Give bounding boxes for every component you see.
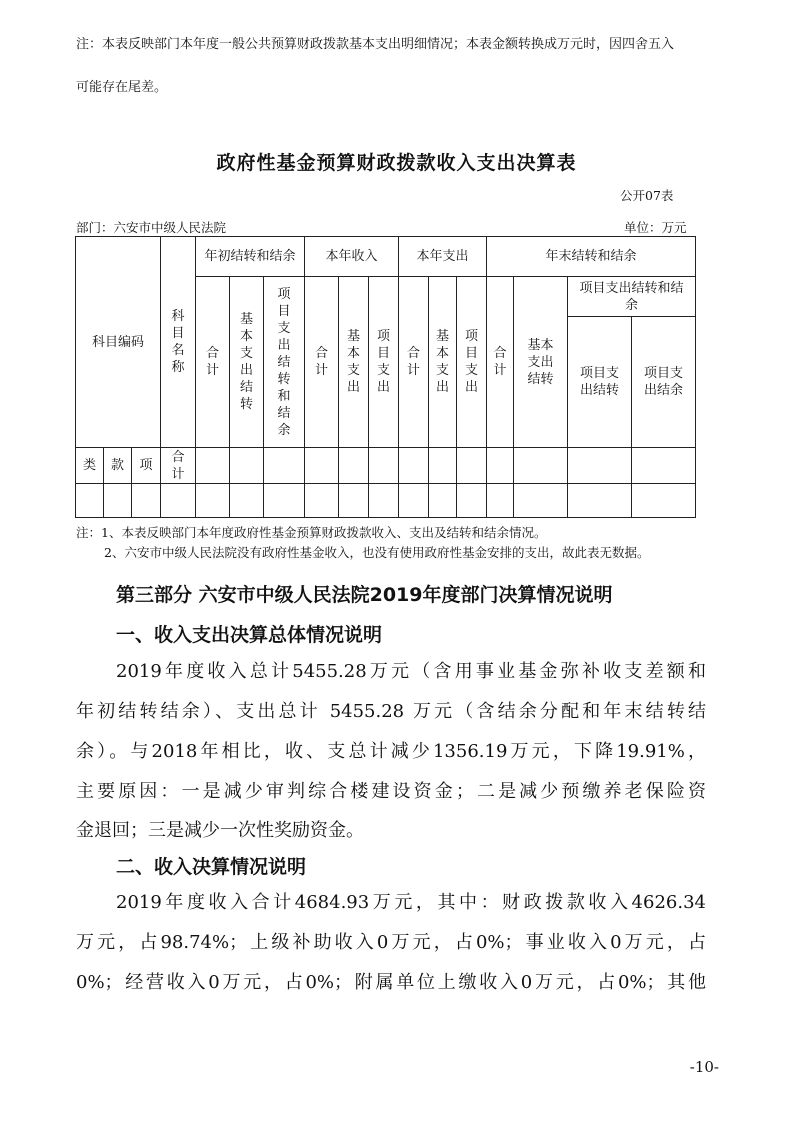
- table-row: [76, 484, 696, 518]
- header-end-project-carry: 项目支出结转: [568, 317, 632, 448]
- paragraph-1-line: 年初结转结余）、支出总计 5455.28 万元（含结余分配和年末结转结: [76, 701, 706, 722]
- header-income-total: 合计: [305, 277, 339, 448]
- unit-label: 单位：万元: [624, 220, 687, 235]
- subsection-1-heading: 一、收入支出决算总体情况说明: [116, 624, 383, 646]
- header-kuan: 款: [104, 448, 132, 484]
- paragraph-1-line: 金退回；三是减少一次性奖励资金。: [76, 820, 364, 841]
- page-number: -10-: [689, 1058, 719, 1076]
- header-row-total: 合计: [161, 448, 196, 484]
- paragraph-2-line: 2019年度收入合计4684.93万元，其中：财政拨款收入4626.34: [116, 892, 706, 913]
- header-begin-balance: 年初结转和结余: [196, 237, 305, 277]
- header-end-project-surplus: 项目支出结余: [632, 317, 696, 448]
- top-note-line-2: 可能存在尾差。: [76, 80, 168, 95]
- header-subject-code: 科目编码: [76, 237, 161, 448]
- header-subject-name: 科目名称: [161, 237, 196, 448]
- subsection-2-heading: 二、收入决算情况说明: [116, 856, 307, 878]
- header-xiang: 项: [132, 448, 161, 484]
- table-title: 政府性基金预算财政拨款收入支出决算表: [216, 152, 577, 174]
- header-end-project-group: 项目支出结转和结余: [568, 277, 696, 317]
- fund-budget-table: [75, 236, 696, 518]
- header-lei: 类: [76, 448, 104, 484]
- header-end-balance: 年末结转和结余: [487, 237, 696, 277]
- header-expense-project: 项目支出: [457, 277, 487, 448]
- table-note-line-2: 2、六安市中级人民法院没有政府性基金收入，也没有使用政府性基金安排的支出，故此表无数据。: [104, 545, 650, 560]
- header-end-basic: 基本支出结转: [514, 277, 568, 448]
- paragraph-2-line: 万元，占98.74%；上级补助收入0万元，占0%；事业收入0万元，占: [76, 932, 706, 953]
- paragraph-2-line: 0%；经营收入0万元，占0%；附属单位上缴收入0万元，占0%；其他: [76, 972, 706, 993]
- table-note-line-1: 注：1、本表反映部门本年度政府性基金预算财政拨款收入、支出及结转和结余情况。: [76, 525, 547, 540]
- header-end-total: 合计: [487, 277, 514, 448]
- header-income: 本年收入: [305, 237, 399, 277]
- header-expense-basic: 基本支出: [429, 277, 457, 448]
- department-label: 部门：六安市中级人民法院: [76, 220, 227, 235]
- header-expense-total: 合计: [399, 277, 429, 448]
- paragraph-1-line: 余）。与2018年相比，收、支总计减少1356.19万元，下降19.91%，: [76, 741, 706, 762]
- paragraph-1-line: 2019年度收入总计5455.28万元（含用事业基金弥补收支差额和: [116, 661, 706, 682]
- form-code: 公开07表: [620, 188, 674, 203]
- header-begin-total: 合计: [196, 277, 230, 448]
- header-expense: 本年支出: [399, 237, 487, 277]
- header-begin-project: 项目支出结转和结余: [264, 277, 305, 448]
- header-income-project: 项目支出: [369, 277, 399, 448]
- header-income-basic: 基本支出: [339, 277, 369, 448]
- section-heading: 第三部分 六安市中级人民法院2019年度部门决算情况说明: [116, 584, 613, 606]
- top-note-line-1: 注：本表反映部门本年度一般公共预算财政拨款基本支出明细情况；本表金额转换成万元时，因四舍五入: [76, 37, 675, 52]
- paragraph-1-line: 主要原因：一是减少审判综合楼建设资金；二是减少预缴养老保险资: [76, 781, 706, 802]
- header-begin-basic: 基本支出结转: [230, 277, 264, 448]
